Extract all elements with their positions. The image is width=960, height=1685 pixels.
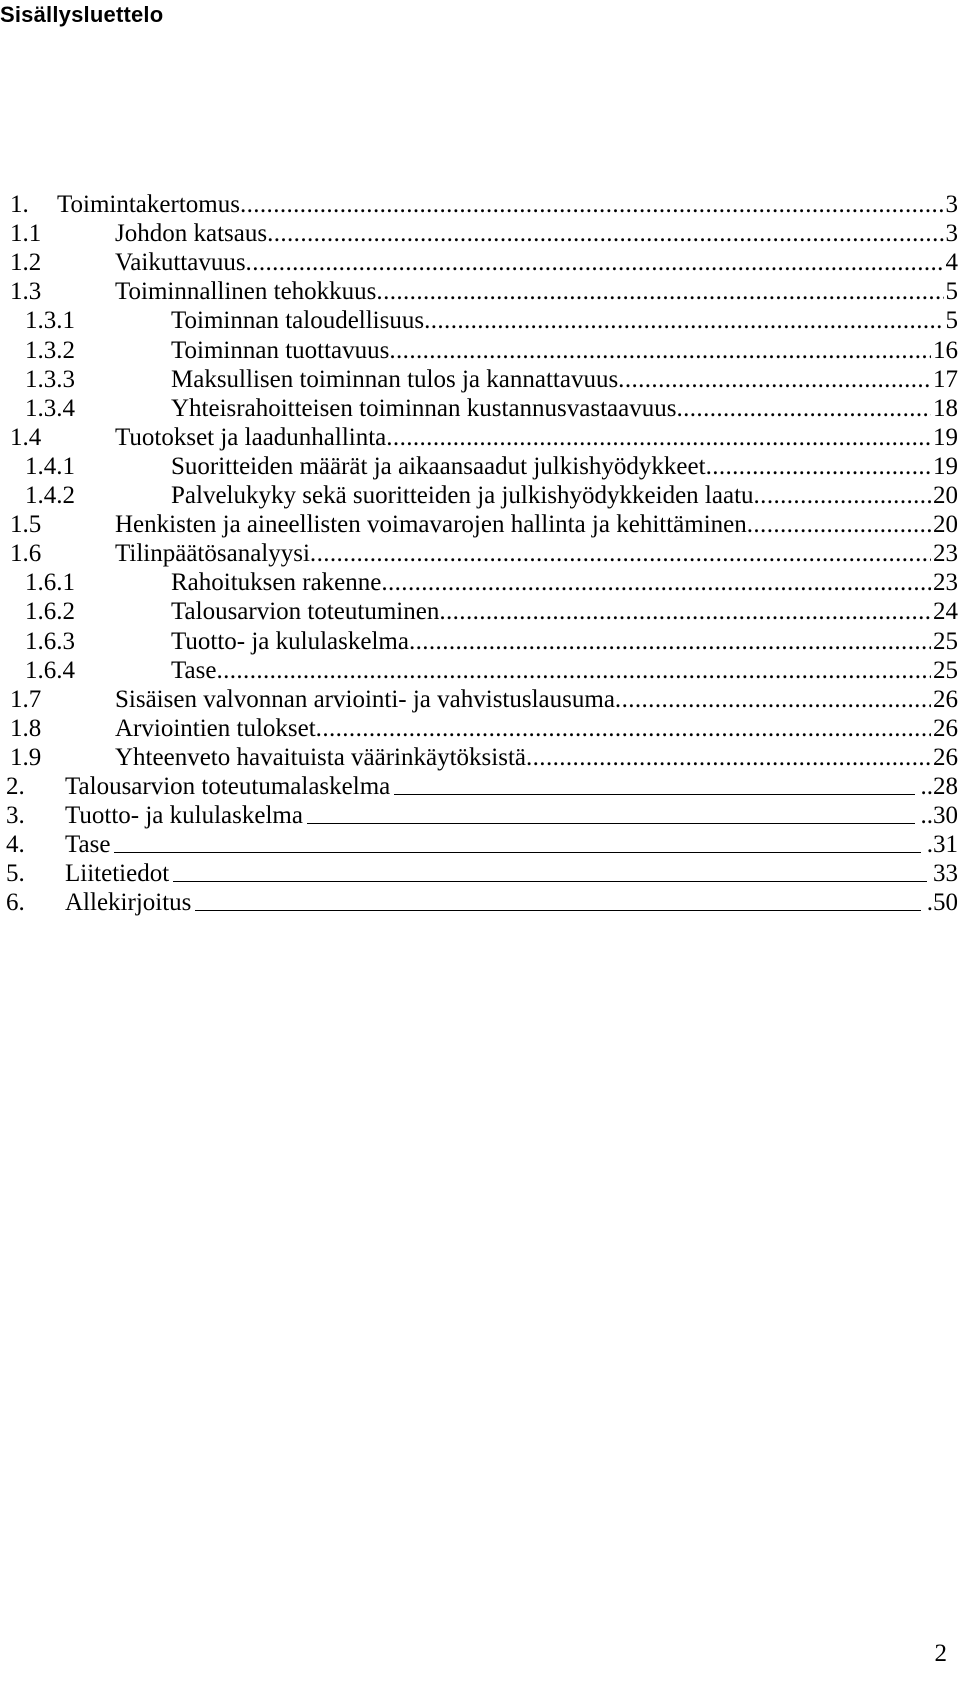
toc-entry-label: Sisäisen valvonnan arviointi- ja vahvistuslausuma [115, 685, 615, 713]
toc-entry-number: 1.2 [10, 249, 42, 277]
toc-entry-label: Henkisten ja aineellisten voimavarojen hallinta ja kehittäminen [115, 511, 747, 539]
toc-entry-number: 5. [6, 860, 25, 888]
toc-entry-page: 5 [945, 278, 958, 306]
page-number: 2 [934, 1640, 947, 1667]
toc-entry-number: 6. [6, 889, 25, 917]
toc-entry-label: Yhteenveto havaituista väärinkäytöksistä [115, 743, 526, 771]
toc-entry-label: Yhteisrahoitteisen toiminnan kustannusvastaavuus [171, 394, 677, 422]
toc-entry-label: Toiminnallinen tehokkuus [115, 278, 377, 306]
toc-entry-label: Talousarvion toteutuminen [171, 598, 440, 626]
toc-entry-number: 1.6.1 [25, 569, 75, 597]
toc-entry-label: Talousarvion toteutumalaskelma [65, 773, 391, 800]
toc-entry-number: 3. [6, 802, 25, 830]
toc-entry-number: 1.3 [10, 278, 42, 306]
toc-entry-page: 19 [933, 452, 958, 480]
table-of-contents [0, 188, 960, 916]
toc-entry-label: Johdon katsaus [115, 220, 268, 248]
toc-entry-number: 2. [6, 773, 25, 800]
toc-entry-label: Toiminnan taloudellisuus [171, 307, 425, 335]
toc-entry-number: 1.7 [10, 685, 42, 713]
toc-entry-label: Tuotokset ja laadunhallinta [115, 423, 387, 451]
toc-entry-page: 20 [933, 511, 958, 539]
toc-entry-number: 1.3.4 [25, 394, 75, 422]
toc-entry-label: Vaikuttavuus [115, 249, 246, 277]
toc-entry-label: Maksullisen toiminnan tulos ja kannattavuus [171, 365, 619, 393]
toc-entry-page: 24 [933, 598, 958, 626]
toc-entry-label: Toiminnan tuottavuus [171, 336, 390, 364]
toc-entry-page: 20 [933, 482, 958, 509]
toc-entry-page: ..28 [920, 773, 958, 800]
toc-entry-label: Tase [171, 656, 217, 684]
toc-entry-number: 1.9 [10, 743, 42, 771]
toc-entry-page: 19 [933, 423, 958, 451]
document-title: Sisällysluettelo [0, 2, 164, 27]
toc-entry-number: 1.6.3 [25, 627, 75, 655]
toc-entry-label: Arviointien tulokset [115, 714, 316, 742]
toc-entry-page: 23 [933, 569, 958, 597]
toc-entry-label: Tuotto- ja kululaskelma [65, 802, 303, 830]
toc-entry-number: 1.4 [10, 423, 42, 451]
toc-entry-number: 1.6.2 [25, 598, 75, 626]
toc-entry-label: Tuotto- ja kululaskelma [171, 627, 409, 655]
toc-entry-page: 26 [933, 714, 958, 742]
toc-entry-page: 25 [933, 656, 958, 684]
toc-leader-line [191, 886, 924, 920]
toc-entry-label: Tase [65, 831, 111, 859]
toc-entry-number: 1.4.2 [25, 482, 75, 509]
toc-entry-label: Liitetiedot [65, 860, 170, 888]
toc-entry-page: 16 [933, 336, 958, 364]
toc-entry-label: Toimintakertomus [57, 191, 240, 218]
toc-entry-number: 1. [10, 191, 29, 218]
toc-entry-number: 1.6 [10, 540, 42, 568]
toc-entry-number: 1.5 [10, 511, 42, 539]
toc-entry-number: 1.6.4 [25, 656, 75, 684]
toc-entry-number: 1.8 [10, 714, 42, 742]
toc-entry[interactable] [0, 886, 958, 920]
toc-entry-number: 1.1 [10, 220, 42, 248]
toc-entry-page: 3 [945, 191, 958, 218]
toc-entry-page: 33 [933, 860, 958, 888]
toc-entry-page: ..30 [920, 802, 958, 830]
toc-entry-page: 23 [933, 540, 958, 568]
toc-entry-label: Rahoituksen rakenne [171, 569, 382, 597]
toc-entry-label: Suoritteiden määrät ja aikaansaadut julkishyödykkeet [171, 452, 706, 480]
toc-entry-page: 25 [933, 627, 958, 655]
toc-entry-page: 5 [945, 307, 958, 335]
toc-entry-label: Allekirjoitus [65, 889, 192, 917]
toc-entry-page: 4 [945, 249, 958, 277]
toc-entry-page: 18 [933, 394, 958, 422]
toc-entry-page: .50 [926, 889, 958, 917]
toc-entry-page: .31 [926, 831, 958, 859]
toc-entry-page: 26 [933, 743, 958, 771]
toc-entry-number: 1.4.1 [25, 452, 75, 480]
toc-entry-page: 26 [933, 685, 958, 713]
toc-entry-number: 1.3.3 [25, 365, 75, 393]
toc-entry-page: 3 [945, 220, 958, 248]
toc-entry-page: 17 [933, 365, 958, 393]
toc-entry-number: 1.3.2 [25, 336, 75, 364]
toc-entry-label: Tilinpäätösanalyysi [115, 540, 310, 568]
toc-entry-number: 1.3.1 [25, 307, 75, 335]
toc-entry-number: 4. [6, 831, 25, 859]
toc-entry-label: Palvelukyky sekä suoritteiden ja julkishyödykkeiden laatu [171, 482, 754, 509]
